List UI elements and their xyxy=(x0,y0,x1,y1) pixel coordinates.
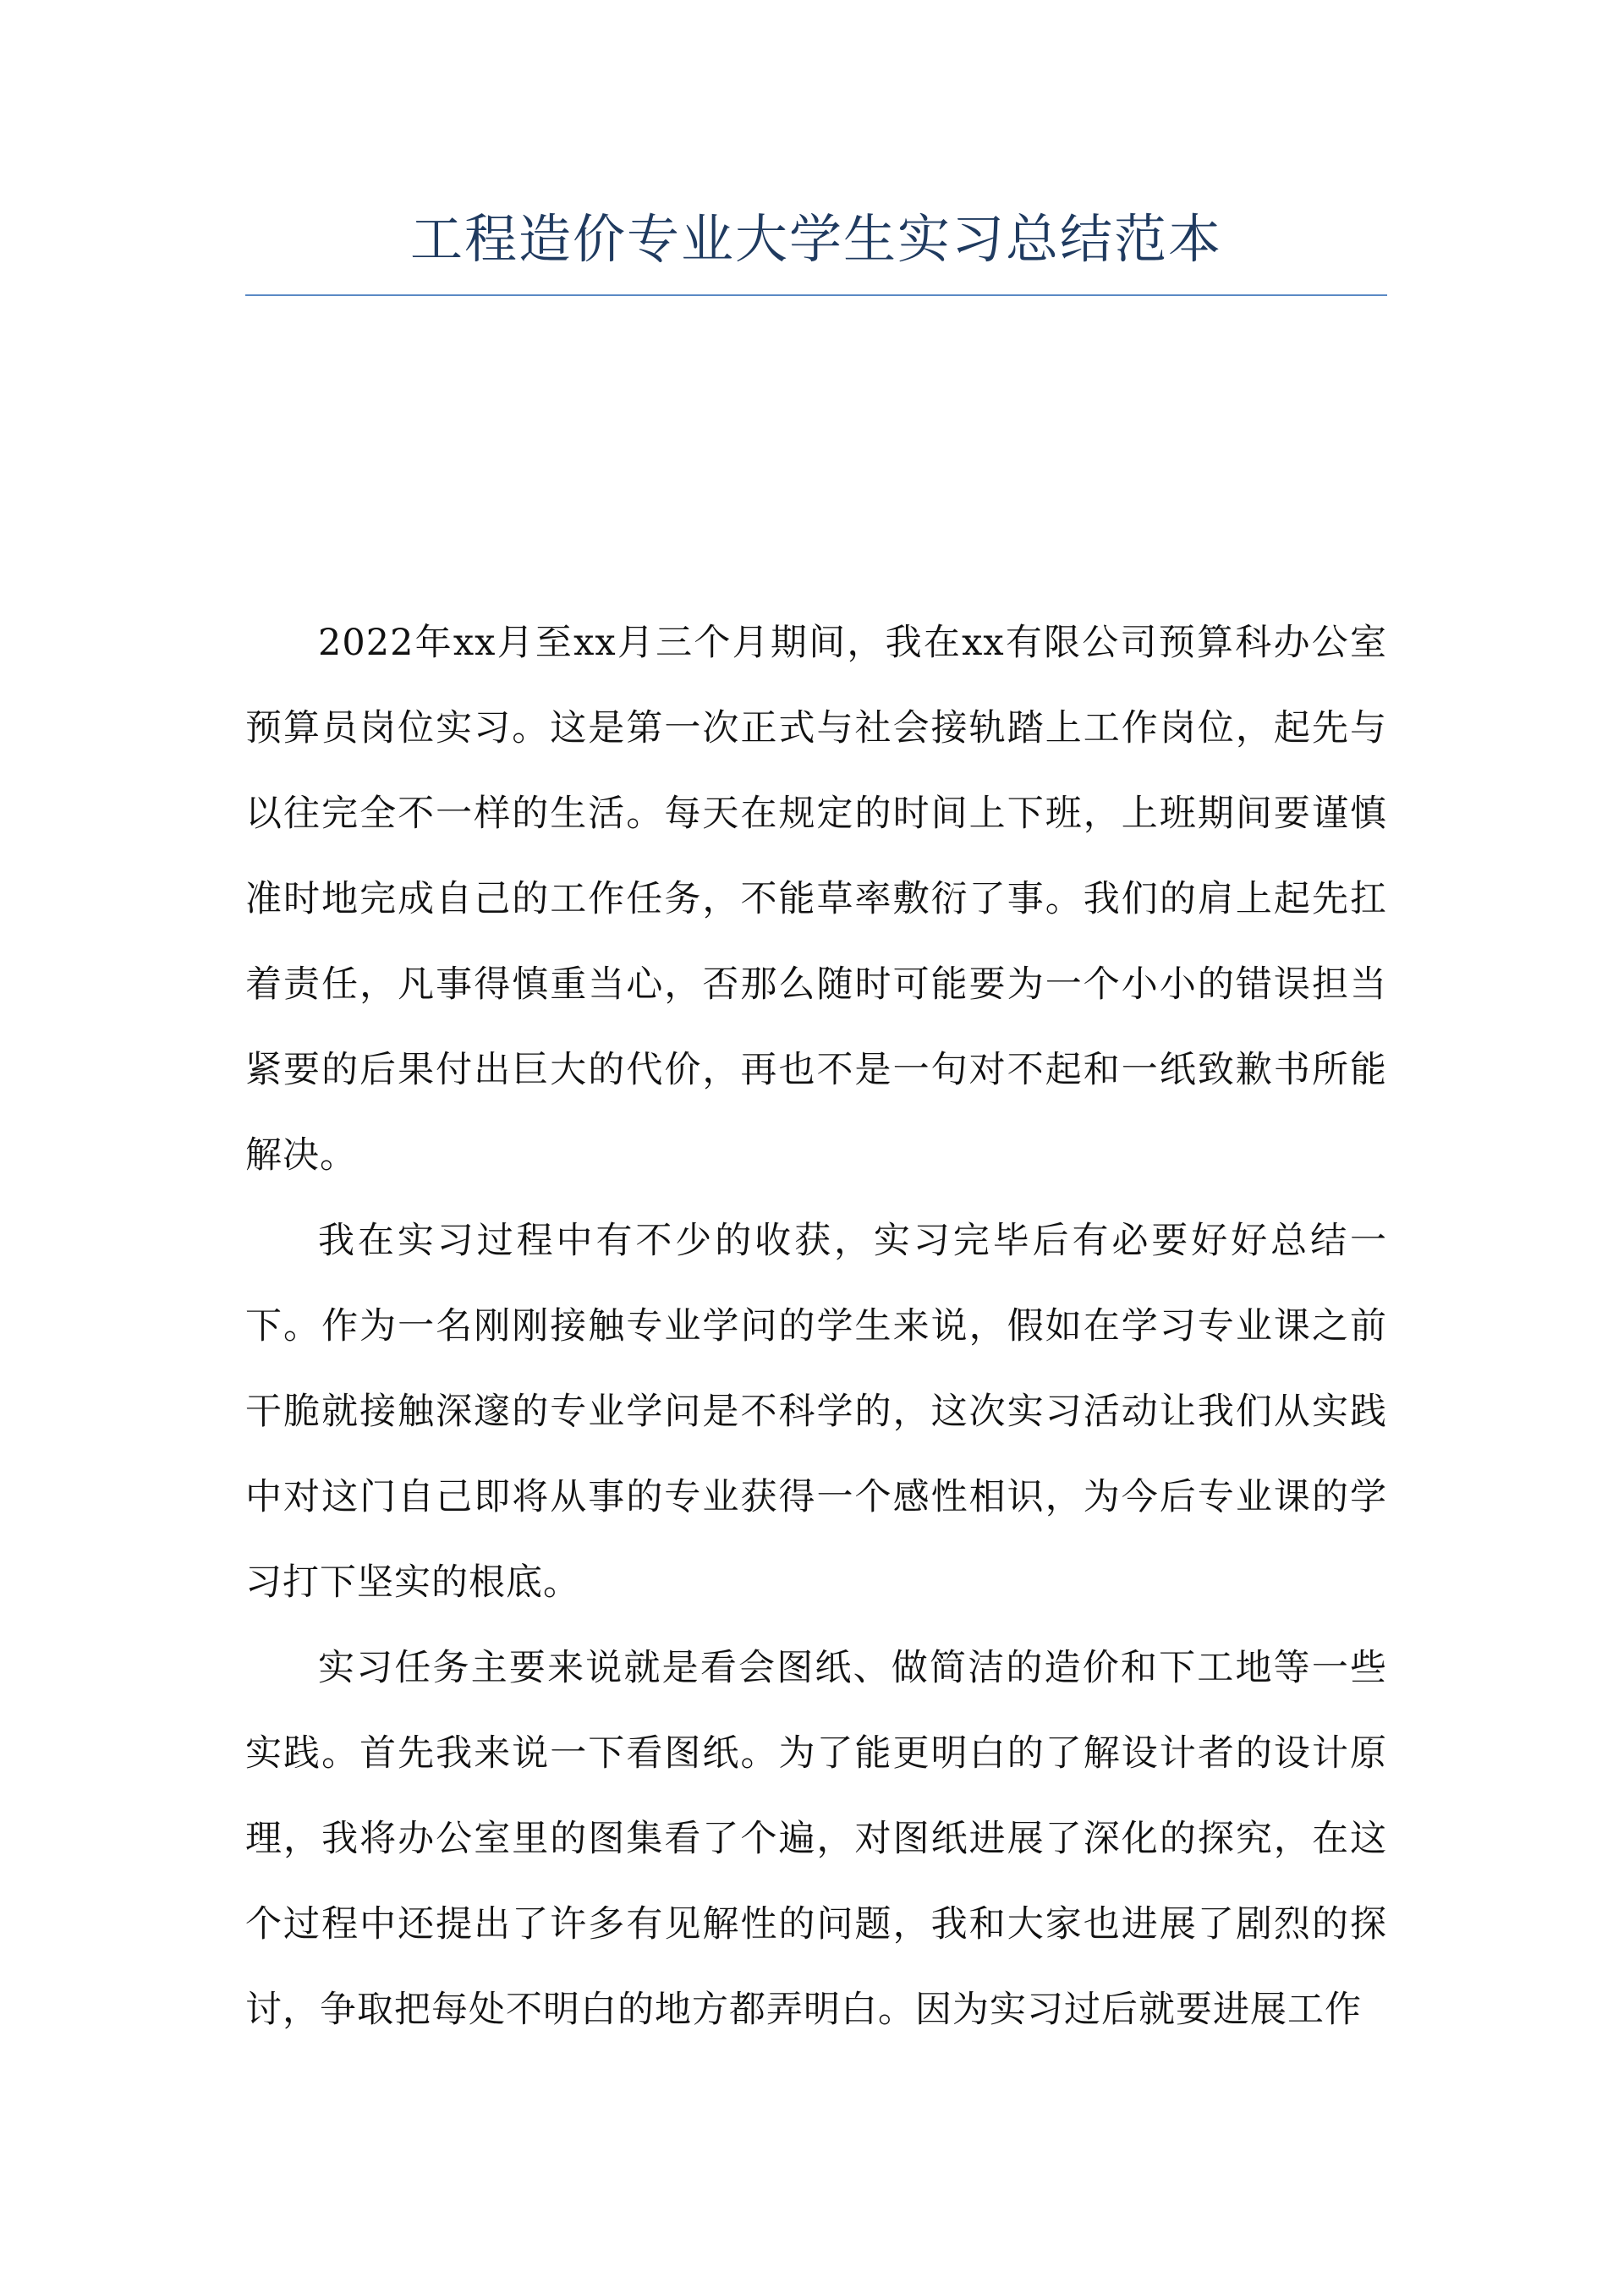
paragraph: 我在实习过程中有不少的收获，实习完毕后有必要好好总结一下。作为一名刚刚接触专业学问的学生来说，假如在学习专业课之前干脆就接触深邃的专业学问是不科学的，这次实习活动让我们从实践中对这门自己即将从事的专业获得一个感性相识，为今后专业课的学习打下坚实的根底。 xyxy=(245,1220,1387,1604)
document-title: 工程造价专业大学生实习总结范本 xyxy=(409,208,1222,270)
paragraph: 实习任务主要来说就是看会图纸、做简洁的造价和下工地等一些实践。首先我来说一下看图纸。为了能更明白的了解设计者的设计原理，我将办公室里的图集看了个遍，对图纸进展了深化的探究，在这个过程中还提出了许多有见解性的问题，我和大家也进展了剧烈的探讨，争取把每处不明白的地方都弄明白。因为实习过后就要进展工作 xyxy=(245,1647,1387,2031)
title-underline xyxy=(245,294,1387,296)
paragraph: 2022年xx月至xx月三个月期间，我在xx有限公司预算科办公室预算员岗位实习。这是第一次正式与社会接轨踏上工作岗位，起先与以往完全不一样的生活。每天在规定的时间上下班，上班期间要谨慎准时地完成自己的工作任务，不能草率敷衍了事。我们的肩上起先扛着责任，凡事得慎重当心，否那么随时可能要为一个小小的错误担当紧要的后果付出巨大的代价，再也不是一句对不起和一纸致歉书所能解决。 xyxy=(245,622,1387,1177)
document-body xyxy=(245,601,1387,2053)
